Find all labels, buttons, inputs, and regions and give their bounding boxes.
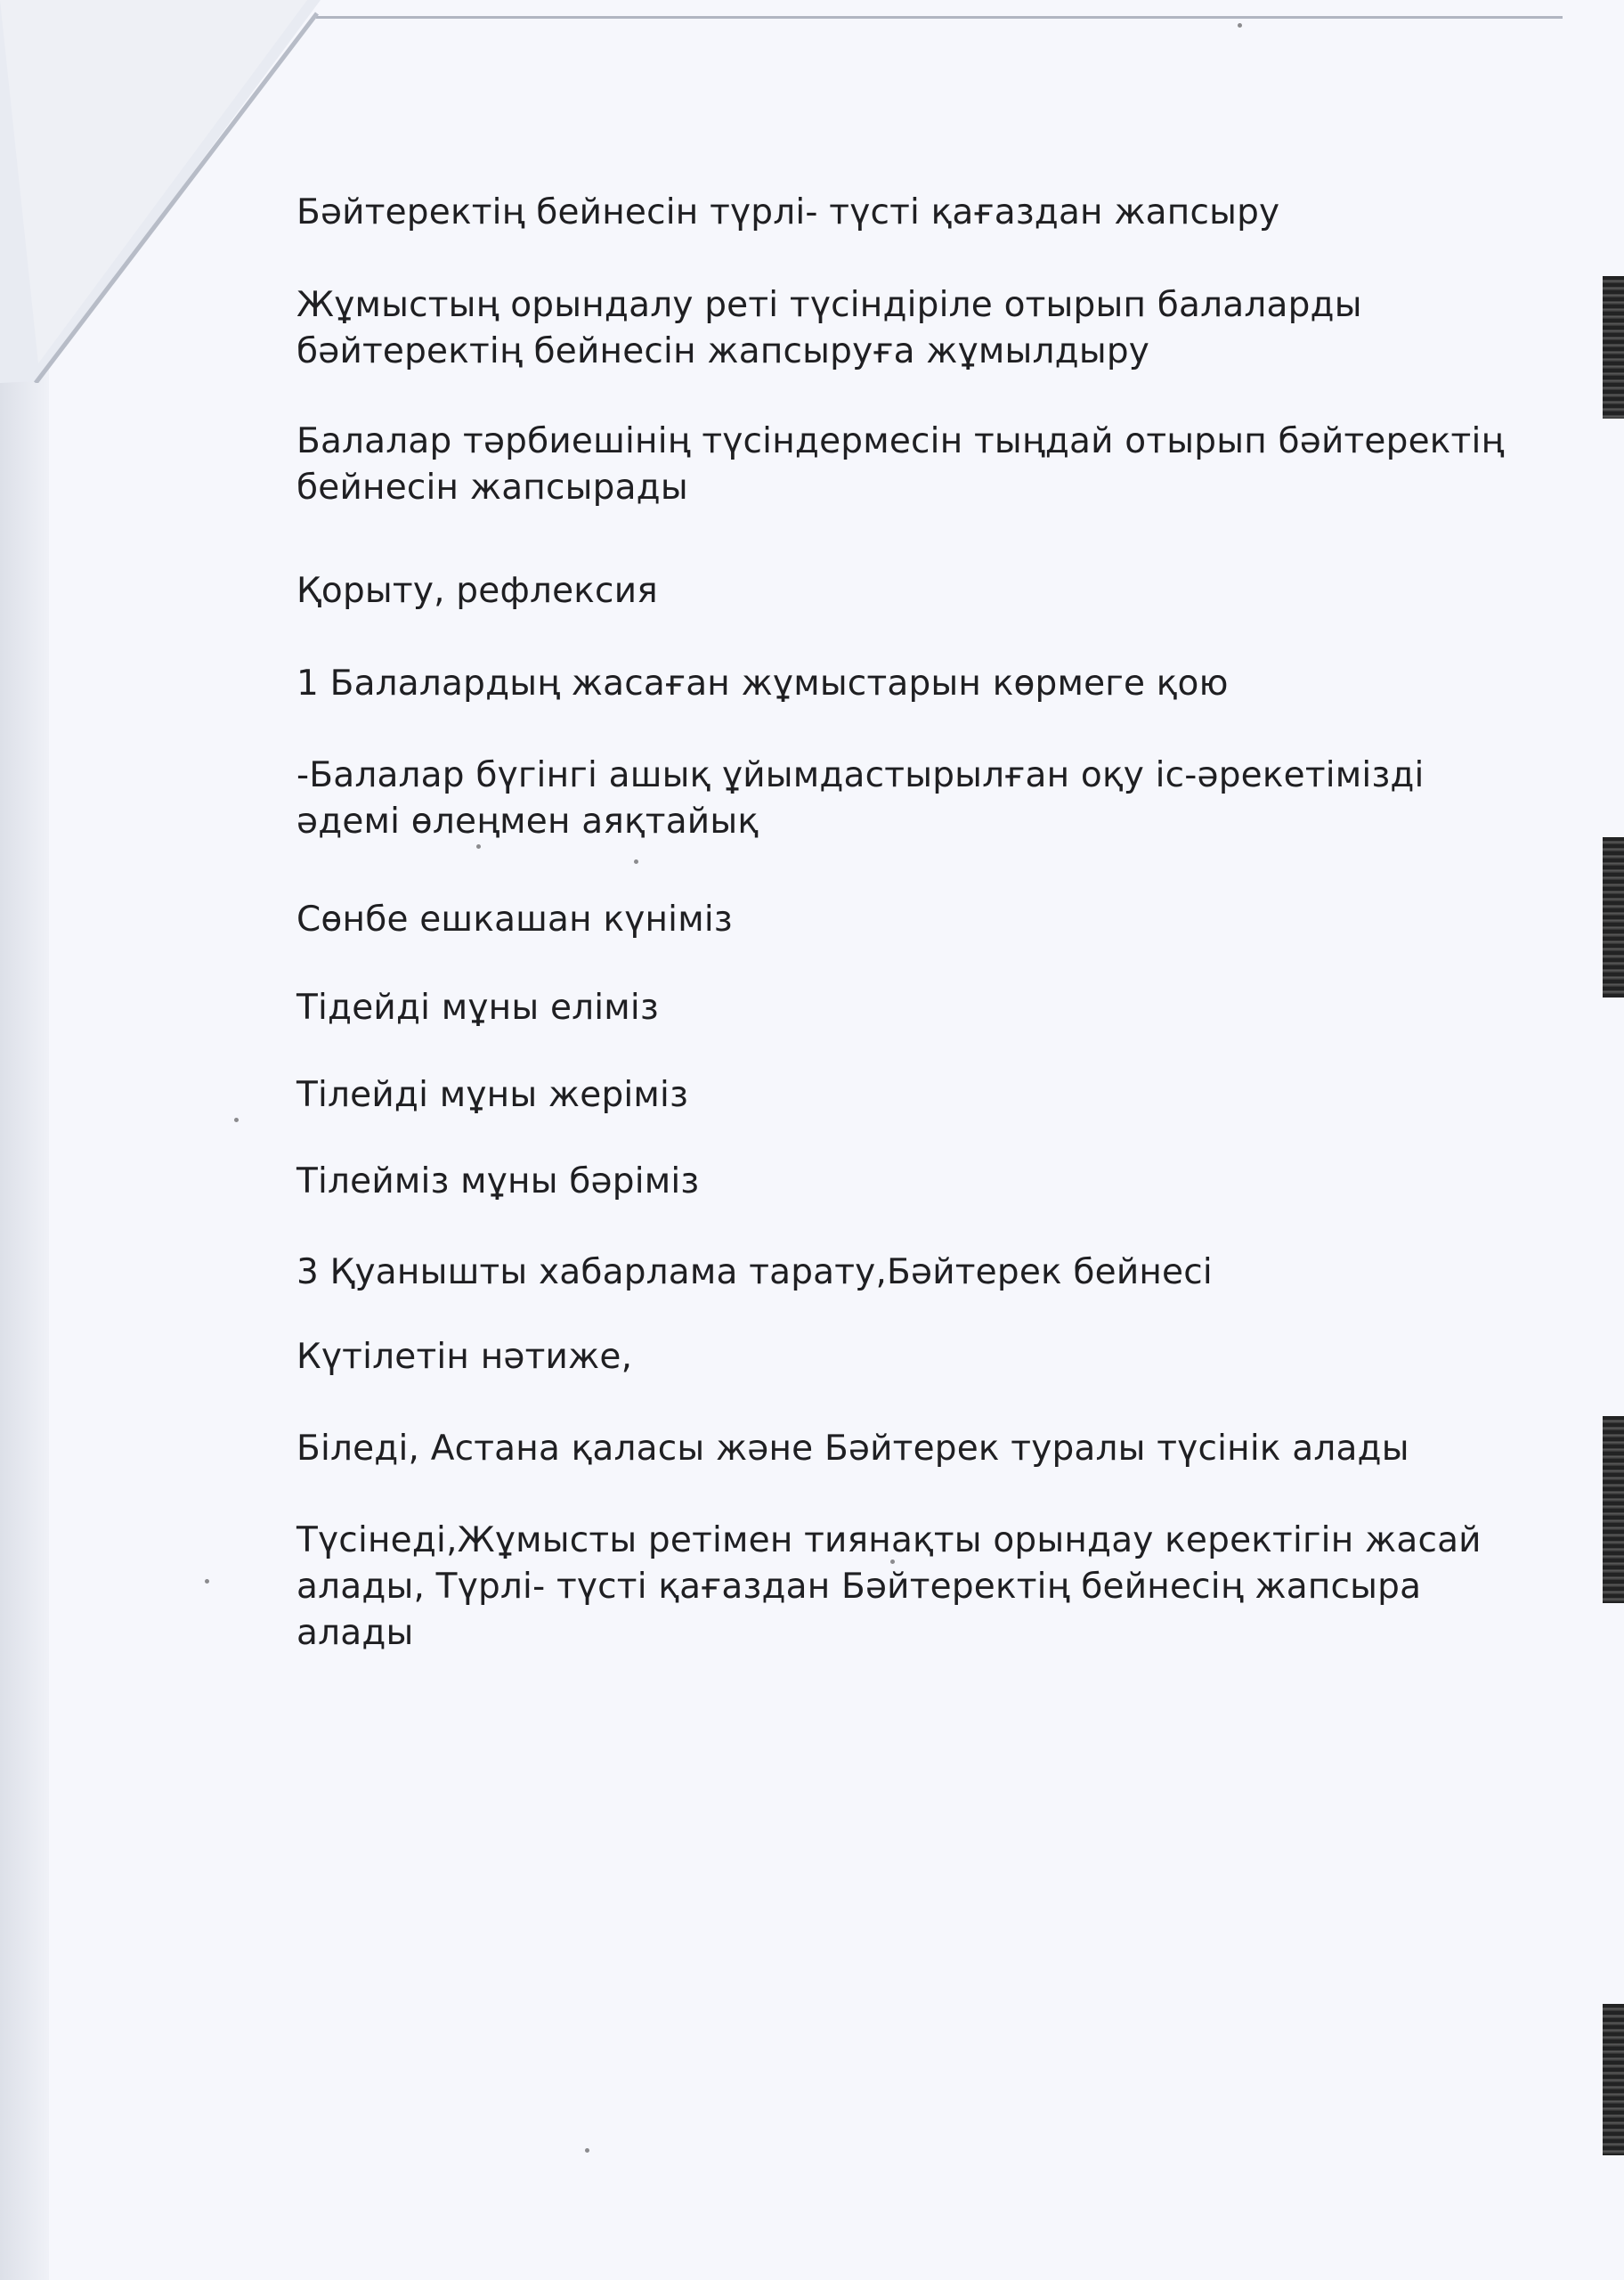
document-line: Күтілетін нәтиже, [296,1337,633,1377]
document-line: Тідейді мұны еліміз [296,988,659,1028]
scan-speck [234,1118,239,1122]
document-line: Біледі, Астана қаласы және Бәйтерек туралы түсінік алады [296,1429,1409,1469]
binder-hole-mark [1603,837,1624,998]
binder-hole-mark [1603,1416,1624,1603]
document-line: Тілейміз мұны бәріміз [296,1161,700,1201]
document-body [296,183,1507,1697]
page-top-edge [316,16,1563,19]
document-line: Қорыту, рефлексия [296,571,658,611]
document-line: 1 Балалардың жасаған жұмыстарын көрмеге қою [296,664,1229,704]
document-line: Бәйтеректің бейнесін түрлі- түсті қағаздан жапсыру [296,192,1280,232]
binder-hole-mark [1603,276,1624,419]
document-line: -Балалар бүгінгі ашық ұйымдастырылған оқу іс-әрекетімізді әдемі өлеңмен аяқтайық [296,755,1425,842]
binder-hole-mark [1603,2004,1624,2155]
document-line: Балалар тәрбиешінің түсіндермесін тыңдай отырып бәйтеректің бейнесін жапсырады [296,421,1505,508]
document-line: Сөнбе ешкашан күніміз [296,900,733,940]
document-line: Жұмыстың орындалу реті түсіндіріле отырып балаларды бәйтеректің бейнесін жапсыруға жұмылдыру [296,285,1362,371]
document-line: 3 Қуанышты хабарлама тарату,Бәйтерек бейнесі [296,1252,1213,1292]
scan-speck [585,2148,589,2153]
document-line: Түсінеді,Жұмысты ретімен тиянақты орындау керектігін жасай алады, Түрлі- түсті қағаздан Бәйтеректің бейнесің жапсыра алады [296,1520,1482,1653]
folded-corner [0,0,321,383]
document-line: Тілейді мұны жеріміз [296,1075,689,1115]
scan-speck [1238,23,1242,28]
scan-speck [205,1579,209,1584]
